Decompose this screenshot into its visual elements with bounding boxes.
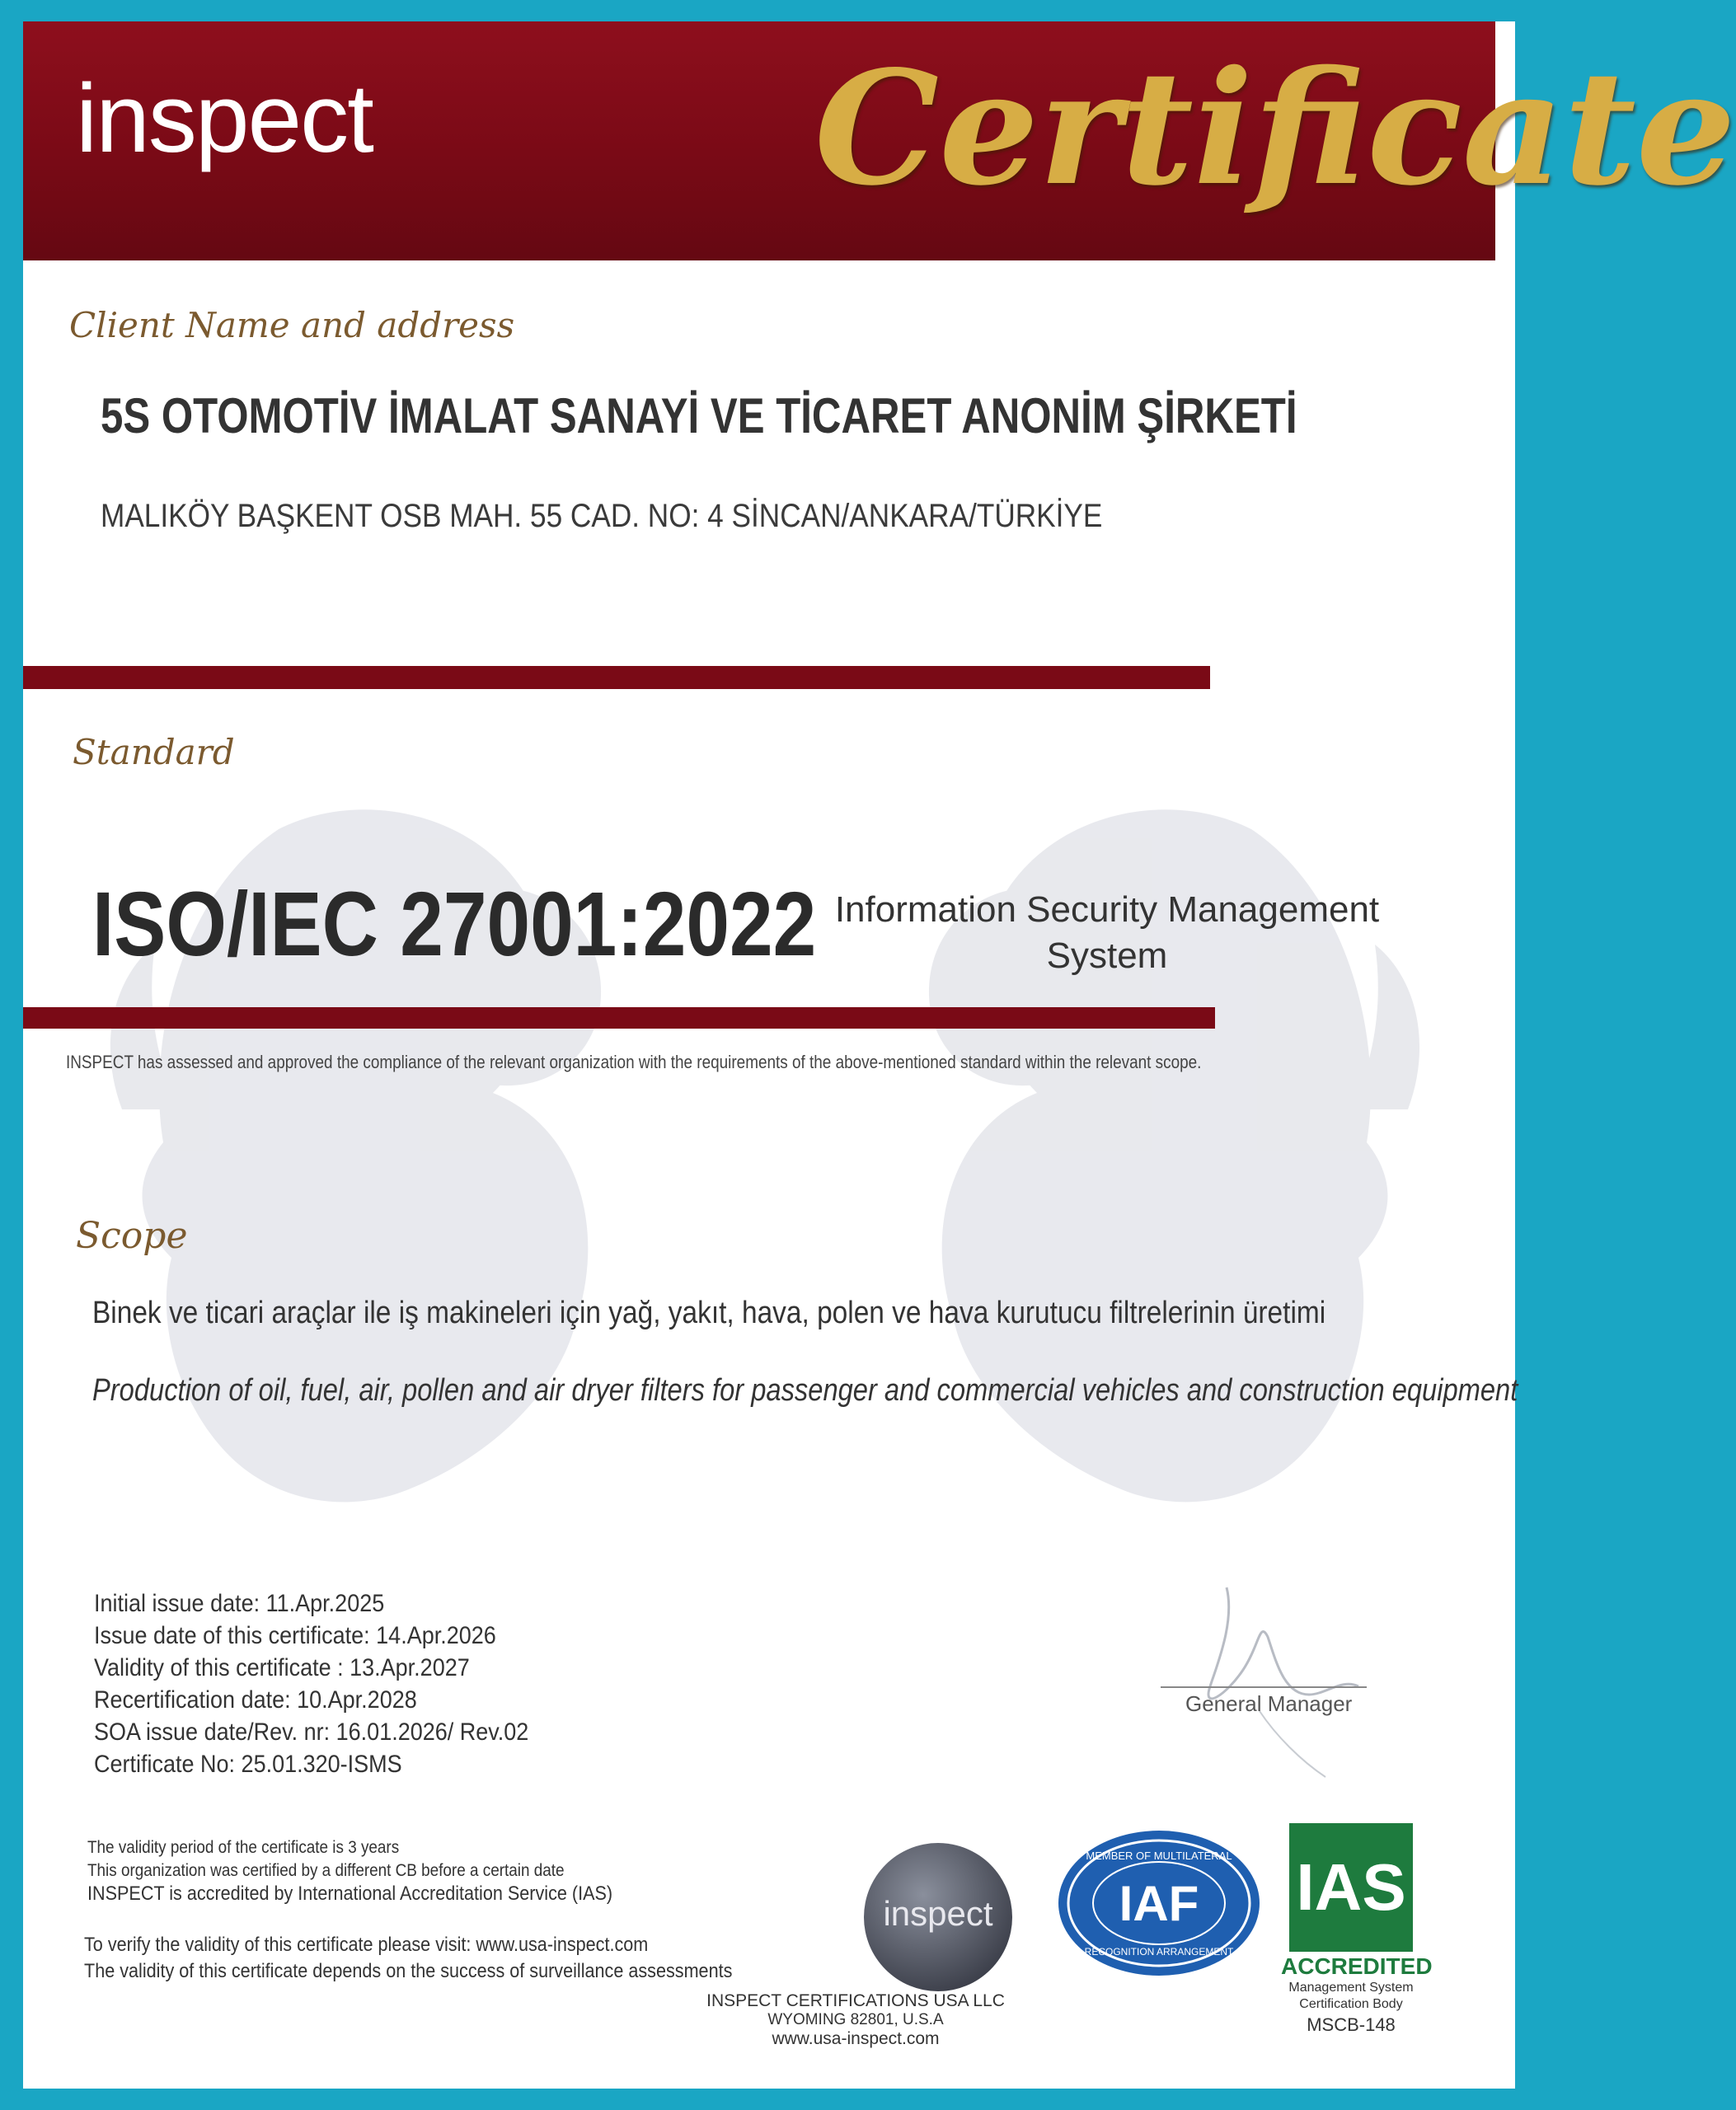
- ias-accredited-label: ACCREDITED: [1281, 1953, 1433, 1979]
- ias-subtitle-line1: Management System: [1288, 1981, 1414, 1995]
- scope-text-english: Production of oil, fuel, air, pollen and air dryer filters for passenger and commercial vehicles and construction equipment: [92, 1373, 1518, 1408]
- certificate-page: [23, 21, 1736, 2089]
- seal-text: inspect: [883, 1894, 993, 1933]
- issuer-location: WYOMING 82801, U.S.A: [767, 2011, 944, 2028]
- issuer-info: [699, 1991, 1012, 2048]
- issue-date: Issue date of this certificate: 14.Apr.2026: [94, 1622, 496, 1649]
- divider-top: [23, 666, 1210, 689]
- note-validity-period: The validity period of the certificate is 3 years: [87, 1838, 400, 1857]
- standard-name-line1: Information Security Management: [834, 889, 1380, 930]
- soa-issue-date: SOA issue date/Rev. nr: 16.01.2026/ Rev.02: [94, 1718, 529, 1746]
- scope-label: Scope: [76, 1215, 188, 1257]
- ias-code: MSCB-148: [1307, 2014, 1396, 2035]
- compliance-statement: INSPECT has assessed and approved the compliance of the relevant organization with the requirements of the above-mentioned standard within the relevant scope.: [66, 1052, 1202, 1072]
- inspect-seal-icon: [856, 1835, 1020, 2000]
- note-previous-cb: This organization was certified by a different CB before a certain date: [87, 1861, 565, 1880]
- verification-info: [84, 1932, 732, 1985]
- ias-subtitle: [1273, 1980, 1429, 2013]
- certificate-dates: [94, 1587, 528, 1780]
- signature-line: [1161, 1686, 1367, 1688]
- standard-name-line2: System: [1046, 935, 1168, 976]
- iaf-mark-text: IAF: [1119, 1876, 1199, 1931]
- issuer-website: www.usa-inspect.com: [772, 2029, 940, 2048]
- verify-url-line: To verify the validity of this certificate please visit: www.usa-inspect.com: [84, 1934, 649, 1956]
- certificate-header: [23, 21, 1736, 260]
- inspect-logo: inspect: [76, 64, 373, 173]
- standard-label: Standard: [73, 732, 235, 772]
- recertification-date: Recertification date: 10.Apr.2028: [94, 1686, 417, 1714]
- iaf-logo-icon: [1052, 1825, 1266, 1981]
- divider-bottom: [23, 1007, 1215, 1029]
- certificate-notes: [87, 1836, 612, 1906]
- scope-text-turkish: Binek ve ticari araçlar ile iş makineleri için yağ, yakıt, hava, polen ve hava kurutucu filtrelerinin üretimi: [92, 1296, 1326, 1330]
- signature-title: General Manager: [1185, 1691, 1353, 1716]
- client-name: 5S OTOMOTİV İMALAT SANAYİ VE TİCARET ANONİM ŞİRKETİ: [101, 388, 1297, 443]
- surveillance-line: The validity of this certificate depends on the success of surveillance assessments: [84, 1960, 733, 1982]
- client-address: MALIKÖY BAŞKENT OSB MAH. 55 CAD. NO: 4 SİNCAN/ANKARA/TÜRKİYE: [101, 498, 1103, 534]
- client-label: Client Name and address: [69, 305, 515, 345]
- iaf-bottom-text: RECOGNITION ARRANGEMENT: [1084, 1946, 1234, 1958]
- certificate-number: Certificate No: 25.01.320-ISMS: [94, 1751, 402, 1778]
- standard-code: ISO/IEC 27001:2022: [92, 874, 817, 975]
- note-accreditation: INSPECT is accredited by International Accreditation Service (IAS): [87, 1883, 613, 1905]
- validity-date: Validity of this certificate : 13.Apr.2027: [94, 1654, 470, 1681]
- certificate-title: Certificate: [814, 36, 1736, 220]
- issuer-name: INSPECT CERTIFICATIONS USA LLC: [706, 1991, 1005, 2010]
- standard-name: [827, 887, 1387, 979]
- initial-issue-date: Initial issue date: 11.Apr.2025: [94, 1590, 385, 1617]
- ias-logo: IAS: [1289, 1823, 1413, 1952]
- iaf-top-text: MEMBER OF MULTILATERAL: [1086, 1850, 1232, 1862]
- ias-subtitle-line2: Certification Body: [1299, 1997, 1403, 2011]
